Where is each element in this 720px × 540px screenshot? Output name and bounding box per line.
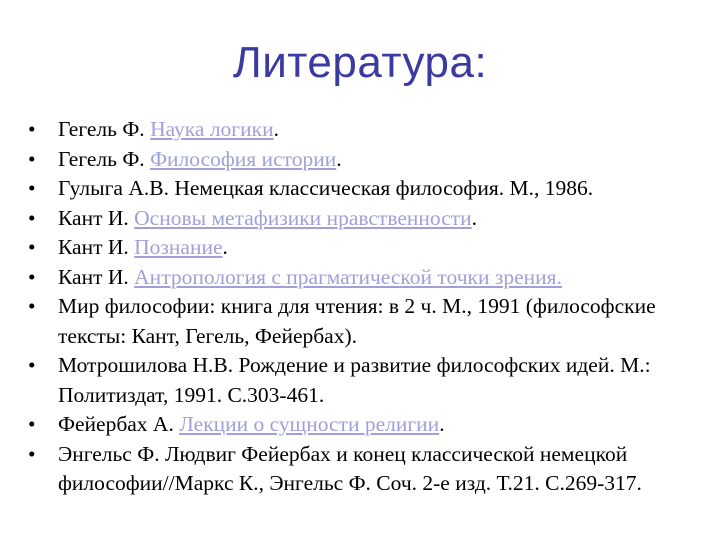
list-item <box>28 292 708 351</box>
list-item <box>28 204 708 234</box>
bullet-icon: • <box>28 294 36 318</box>
list-item <box>28 115 708 145</box>
reference-link[interactable]: Основы метафизики нравственности <box>134 205 472 230</box>
reference-link[interactable]: Философия истории <box>150 146 337 171</box>
list-item <box>28 440 708 499</box>
list-item <box>28 233 708 263</box>
reference-text: Мир философии: книга для чтения: в 2 ч. М., 1991 (философские тексты: Кант, Гегель, Фейербах). <box>58 294 656 348</box>
reference-link[interactable]: Наука логики <box>150 117 274 141</box>
bullet-icon: • <box>28 264 36 289</box>
reference-link[interactable]: Познание <box>134 235 223 259</box>
bullet-icon: • <box>28 176 36 200</box>
reference-text: Фейербах А. <box>58 412 180 436</box>
reference-text: Гулыга А.В. Немецкая классическая философия. М., 1986. <box>58 176 594 200</box>
bullet-icon: • <box>28 205 36 230</box>
bullet-icon: • <box>28 441 36 466</box>
reference-text: Гегель Ф. <box>58 146 151 171</box>
bullet-icon: • <box>28 117 36 141</box>
reference-link[interactable]: Лекции о сущности религии <box>179 412 440 436</box>
bullet-icon: • <box>28 353 36 377</box>
reference-list <box>28 115 708 499</box>
reference-tail: . <box>336 146 342 171</box>
reference-text: Кант И. <box>58 264 135 289</box>
list-item <box>28 410 708 440</box>
reference-text: Энгельс Ф. Людвиг Фейербах и конец классической немецкой философии//Маркс К., Энгельс Ф. Соч. 2-е изд. Т.21. С.269-317. <box>58 441 642 495</box>
reference-text: Кант И. <box>58 205 135 230</box>
bullet-icon: • <box>28 235 36 259</box>
reference-text: Мотрошилова Н.В. Рождение и развитие философских идей. М.: Политиздат, 1991. С.303-461. <box>58 353 651 407</box>
list-item <box>28 145 708 175</box>
reference-tail: . <box>222 235 228 259</box>
reference-text: Гегель Ф. <box>58 117 151 141</box>
reference-text: Кант И. <box>58 235 135 259</box>
slide-title: Литература: <box>232 38 488 87</box>
list-item <box>28 263 708 293</box>
list-item <box>28 351 708 410</box>
reference-link[interactable]: Антропология с прагматической точки зрения. <box>134 264 562 289</box>
reference-tail: . <box>471 205 478 230</box>
bullet-icon: • <box>28 412 36 436</box>
bullet-icon: • <box>28 146 36 171</box>
reference-tail: . <box>439 412 445 436</box>
reference-tail: . <box>273 117 279 141</box>
list-item <box>28 174 708 204</box>
